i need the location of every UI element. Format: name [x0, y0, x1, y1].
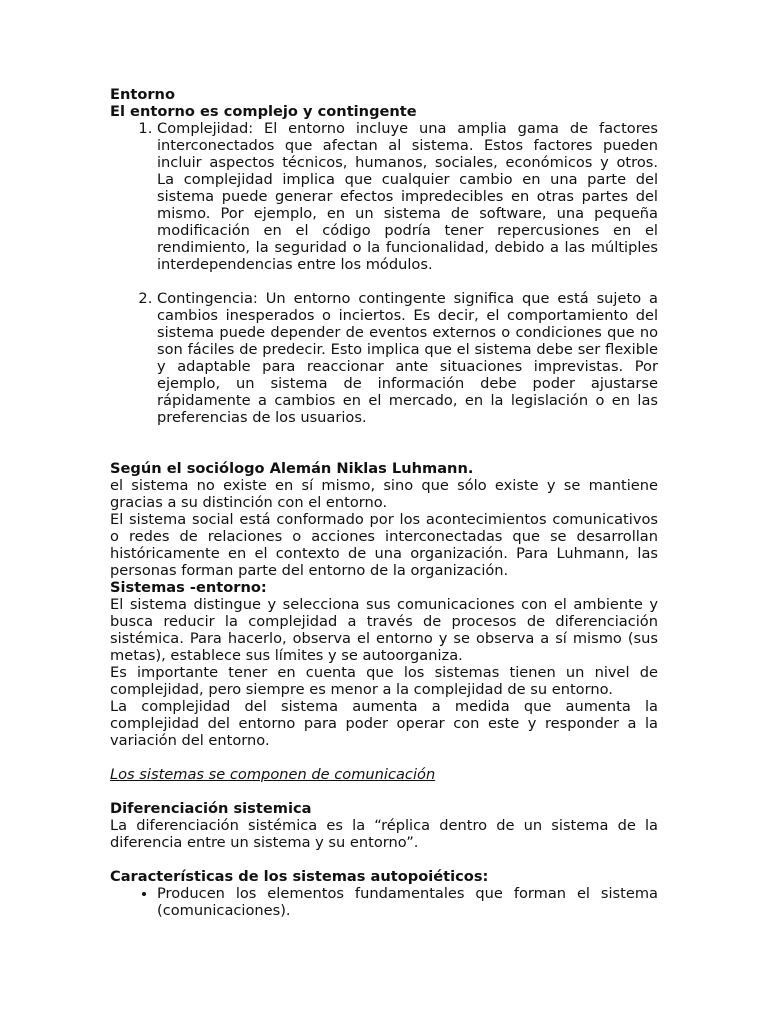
document-subtitle: El entorno es complejo y contingente: [110, 103, 417, 120]
document-page: [110, 86, 658, 919]
bullet-list: [110, 885, 658, 919]
caracteristicas-heading: Características de los sistemas autopoiéticos:: [110, 868, 489, 885]
luhmann-heading: Según el sociólogo Alemán Niklas Luhmann.: [110, 460, 474, 477]
paragraph: La complejidad del sistema aumenta a medida que aumenta la complejidad del entorno para poder operar con este y responder a la variación del entorno.: [110, 698, 658, 749]
document-title: Entorno: [110, 86, 175, 103]
sistemas-entorno-heading: Sistemas -entorno:: [110, 579, 267, 596]
paragraph: El sistema social está conformado por los acontecimientos comunicativos o redes de relaciones o acciones interconectadas que se desarrollan históricamente en el contexto de una organización. Para Luhmann, las personas forman parte del entorno de la organización.: [110, 511, 658, 579]
list-item-contingencia: 2. Contingencia: Un entorno contingente significa que está sujeto a cambios inesperados o inciertos. Es decir, el comportamiento del sistema puede depender de eventos externos o condiciones que no son fáciles de predecir. Esto implica que el sistema debe ser flexible y adaptable para reaccionar ante situaciones imprevistas. Por ejemplo, un sistema de información debe poder ajustarse rápidamente a cambios en el mercado, en la legislación o en las preferencias de los usuarios.: [157, 290, 658, 426]
paragraph: el sistema no existe en sí mismo, sino que sólo existe y se mantiene gracias a su distinción con el entorno.: [110, 477, 658, 511]
paragraph: La diferenciación sistémica es la “réplica dentro de un sistema de la diferencia entre un sistema y su entorno”.: [110, 817, 658, 851]
numbered-list: [110, 120, 658, 426]
list-item: • Producen los elementos fundamentales que forman el sistema (comunicaciones).: [157, 885, 658, 919]
comunicacion-line: Los sistemas se componen de comunicación: [110, 766, 436, 783]
list-item-complejidad: 1. Complejidad: El entorno incluye una amplia gama de factores interconectados que afectan al sistema. Estos factores pueden incluir aspectos técnicos, humanos, sociales, económicos y otros. La complejidad implica que cualquier cambio en una parte del sistema puede generar efectos impredecibles en otras partes del mismo. Por ejemplo, en un sistema de software, una pequeña modificación en el código podría tener repercusiones en el rendimiento, la seguridad o la funcionalidad, debido a las múltiples interdependencias entre los módulos.: [157, 120, 658, 273]
paragraph: El sistema distingue y selecciona sus comunicaciones con el ambiente y busca reducir la complejidad a través de procesos de diferenciación sistémica. Para hacerlo, observa el entorno y se observa a sí mismo (sus metas), establece sus límites y se autoorganiza.: [110, 596, 658, 664]
paragraph: Es importante tener en cuenta que los sistemas tienen un nivel de complejidad, pero siempre es menor a la complejidad de su entorno.: [110, 664, 658, 698]
diferenciacion-heading: Diferenciación sistemica: [110, 800, 312, 817]
